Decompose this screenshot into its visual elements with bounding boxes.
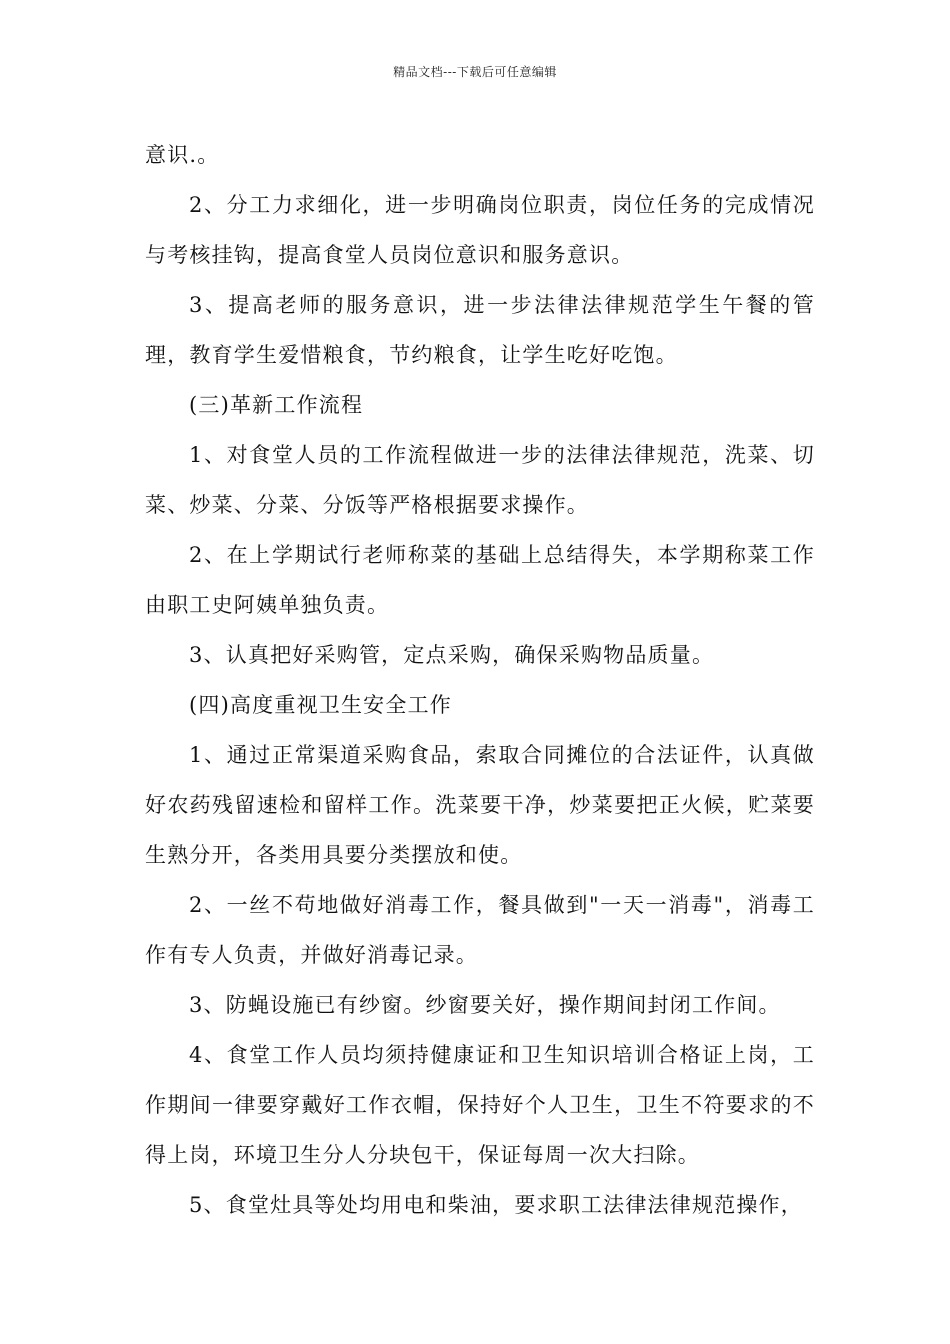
document-body [145,130,815,1230]
paragraph: 3、认真把好采购管，定点采购，确保采购物品质量。 [189,643,715,667]
paragraph: 3、防蝇设施已有纱窗。纱窗要关好，操作期间封闭工作间。 [189,993,781,1017]
paragraph: 3、提高老师的服务意识，进一步法律法律规范学生午餐的管理，教育学生爱惜粮食，节约粮食，让学生吃好吃饱。 [145,293,815,367]
page-header: 精品文档---下载后可任意编辑 [393,65,557,79]
paragraph: 4、食堂工作人员均须持健康证和卫生知识培训合格证上岗，工作期间一律要穿戴好工作衣帽，保持好个人卫生，卫生不符要求的不得上岗，环境卫生分人分块包干，保证每周一次大扫除。 [145,1043,815,1167]
paragraph: 意识.。 [145,143,220,167]
section-heading: (四)高度重视卫生安全工作 [189,693,452,717]
paragraph: 2、一丝不苟地做好消毒工作，餐具做到"一天一消毒"，消毒工作有专人负责，并做好消毒记录。 [145,893,815,967]
paragraph: 2、分工力求细化，进一步明确岗位职责，岗位任务的完成情况与考核挂钩，提高食堂人员岗位意识和服务意识。 [145,193,815,267]
paragraph: 1、通过正常渠道采购食品，索取合同摊位的合法证件，认真做好农药残留速检和留样工作。洗菜要干净，炒菜要把正火候，贮菜要生熟分开，各类用具要分类摆放和使。 [145,743,815,867]
paragraph: 2、在上学期试行老师称菜的基础上总结得失，本学期称菜工作由职工史阿姨单独负责。 [145,543,815,617]
paragraph: 5、食堂灶具等处均用电和柴油，要求职工法律法律规范操作， [189,1193,803,1217]
paragraph: 1、对食堂人员的工作流程做进一步的法律法律规范，洗菜、切菜、炒菜、分菜、分饭等严格根据要求操作。 [145,443,815,517]
section-heading: (三)革新工作流程 [189,393,364,417]
